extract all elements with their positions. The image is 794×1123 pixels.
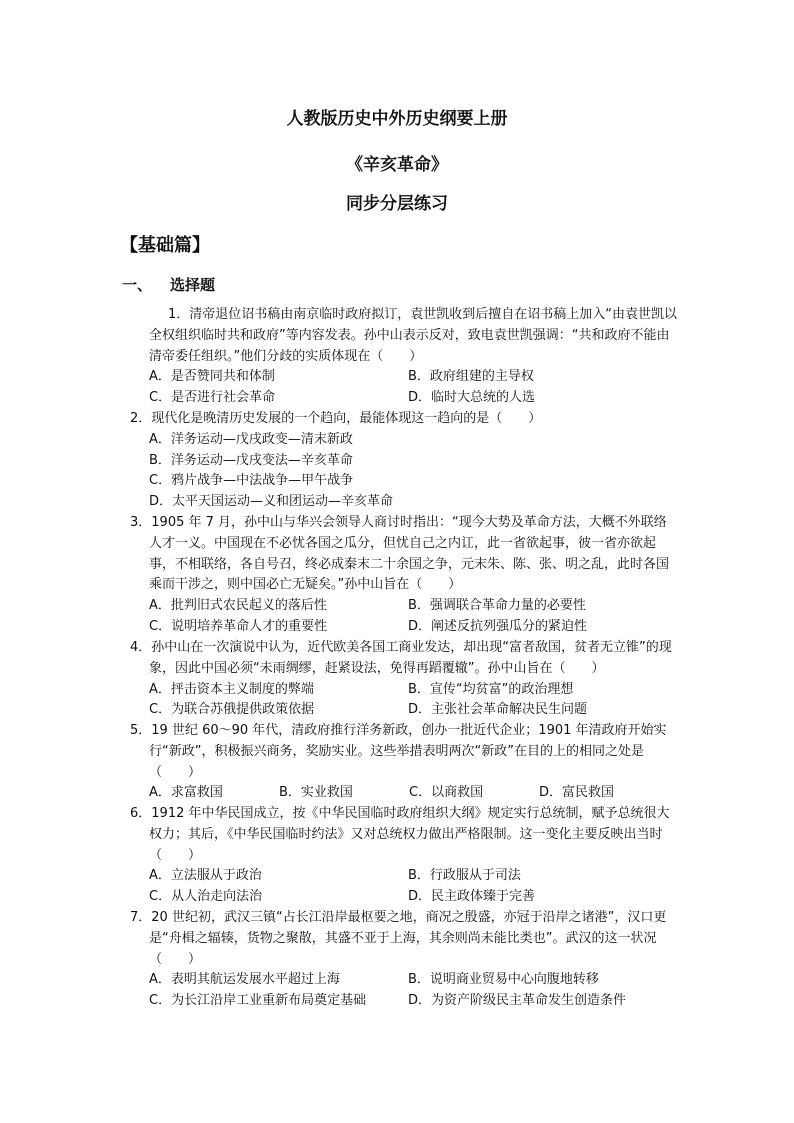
option-c[interactable]: C．说明培养革命人才的重要性 bbox=[149, 618, 328, 634]
option-c[interactable]: C．为长江沿岸工业重新布局奠定基础 bbox=[149, 993, 367, 1009]
option-a[interactable]: A．是否赞同共和体制 bbox=[149, 369, 275, 385]
question-options bbox=[130, 596, 678, 638]
option-b[interactable]: B．宣传“均贫富”的政治理想 bbox=[408, 681, 574, 697]
option-b[interactable]: B．政府组建的主导权 bbox=[408, 369, 534, 385]
doc-title: 人教版历史中外历史纲要上册 bbox=[286, 109, 508, 129]
option-b[interactable]: B．实业救国 bbox=[279, 785, 353, 801]
part-heading bbox=[122, 274, 215, 295]
question-1 bbox=[130, 305, 678, 409]
question-options bbox=[130, 367, 678, 409]
option-a[interactable]: A．洋务运动—戊戌政变—清末新政 bbox=[149, 431, 353, 447]
question-stem: 1．清帝退位诏书稿由南京临时政府拟订，袁世凯收到后擅自在诏书稿上加入“由袁世凯以全权组织临时共和政府”等内容发表。孙中山表示反对，致电袁世凯强调：“共和政府不能由清帝委任组织。”他们分歧的实质体现在（ ） bbox=[149, 307, 678, 364]
question-options bbox=[130, 430, 678, 513]
option-c[interactable]: C．以商救国 bbox=[409, 785, 484, 801]
option-d[interactable]: D．为资产阶级民主革命发生创造条件 bbox=[408, 993, 627, 1009]
question-stem: 3．1905 年 7 月，孙中山与华兴会领导人商讨时指出：“现今大势及革命方法，大概不外联络人才一义。中国现在不必忧各国之瓜分，但忧自己之内讧，此一省欲起事，彼一省亦欲起事，不相联络，各自号召，终必成秦末二十余国之争，元末朱、陈、张、明之乱，此时各国乘而干涉之，则中国必亡无疑矣。”孙中山旨在（ ） bbox=[130, 515, 670, 593]
option-a[interactable]: A．求富救国 bbox=[149, 785, 223, 801]
option-b[interactable]: B．行政服从于司法 bbox=[408, 868, 521, 884]
option-d[interactable]: D．阐述反抗列强瓜分的紧迫性 bbox=[408, 618, 588, 634]
option-d[interactable]: D．太平天国运动—义和团运动—辛亥革命 bbox=[149, 494, 394, 510]
part-label: 选择题 bbox=[170, 276, 216, 294]
doc-practice-title: 同步分层练习 bbox=[346, 194, 448, 214]
question-options bbox=[130, 783, 678, 804]
option-b[interactable]: B．说明商业贸易中心向腹地转移 bbox=[408, 972, 599, 988]
question-3 bbox=[130, 513, 678, 638]
question-4 bbox=[130, 638, 678, 721]
option-d[interactable]: D．主张社会革命解决民生问题 bbox=[408, 702, 588, 718]
option-b[interactable]: B．强调联合革命力量的必要性 bbox=[408, 598, 586, 614]
question-2 bbox=[130, 409, 678, 513]
question-stem: 2．现代化是晚清历史发展的一个趋向，最能体现这一趋向的是（ ） bbox=[130, 411, 542, 426]
question-6 bbox=[130, 804, 678, 908]
option-a[interactable]: A．立法服从于政治 bbox=[149, 868, 262, 884]
question-stem: 4．孙中山在一次演说中认为，近代欧美各国工商业发达，却出现“富者敌国，贫者无立锥”的现象，因此中国必须“未雨绸缪，赶紧设法，免得再蹈覆辙”。孙中山旨在（ ） bbox=[130, 640, 672, 676]
option-c[interactable]: C．为联合苏俄提供政策依据 bbox=[149, 702, 315, 718]
option-a[interactable]: A．批判旧式农民起义的落后性 bbox=[149, 598, 327, 614]
option-c[interactable]: C．是否进行社会革命 bbox=[149, 390, 276, 406]
question-stem: 6．1912 年中华民国成立，按《中华民国临时政府组织大纲》规定实行总统制，赋予总统很大权力；其后，《中华民国临时约法》又对总统权力做出严格限制。这一变化主要反映出当时（ ） bbox=[130, 806, 670, 863]
question-options bbox=[130, 970, 678, 1012]
question-stem: 5．19 世纪 60～90 年代，清政府推行洋务新政，创办一批近代企业；1901 年清政府开始实行“新政”，积极振兴商务，奖励实业。这些举措表明两次“新政”在目的上的相同之处是（ ） bbox=[130, 723, 667, 780]
option-c[interactable]: C．从人治走向法治 bbox=[149, 889, 263, 905]
option-a[interactable]: A．抨击资本主义制度的弊端 bbox=[149, 681, 314, 697]
section-heading: 【基础篇】 bbox=[120, 235, 210, 256]
option-d[interactable]: D．临时大总统的人选 bbox=[408, 390, 536, 406]
question-stem: 7．20 世纪初，武汉三镇“占长江沿岸最枢要之地，商况之殷盛，亦冠于沿岸之诸港”，汉口更是“舟楫之辐辏，货物之聚散，其盛不亚于上海，其余则尚未能比类也”。武汉的这一状况（ ） bbox=[130, 910, 667, 967]
option-d[interactable]: D．富民救国 bbox=[539, 785, 615, 801]
question-options bbox=[130, 866, 678, 908]
question-options bbox=[130, 680, 678, 722]
option-d[interactable]: D．民主政体臻于完善 bbox=[408, 889, 536, 905]
doc-subtitle: 《辛亥革命》 bbox=[346, 155, 448, 175]
option-a[interactable]: A．表明其航运发展水平超过上海 bbox=[149, 972, 340, 988]
option-b[interactable]: B．洋务运动—戊戌变法—辛亥革命 bbox=[149, 452, 353, 468]
question-5 bbox=[130, 721, 678, 804]
option-c[interactable]: C．鸦片战争—中法战争—甲午战争 bbox=[149, 473, 354, 489]
question-7 bbox=[130, 908, 678, 1012]
part-number: 一、 bbox=[122, 276, 153, 294]
